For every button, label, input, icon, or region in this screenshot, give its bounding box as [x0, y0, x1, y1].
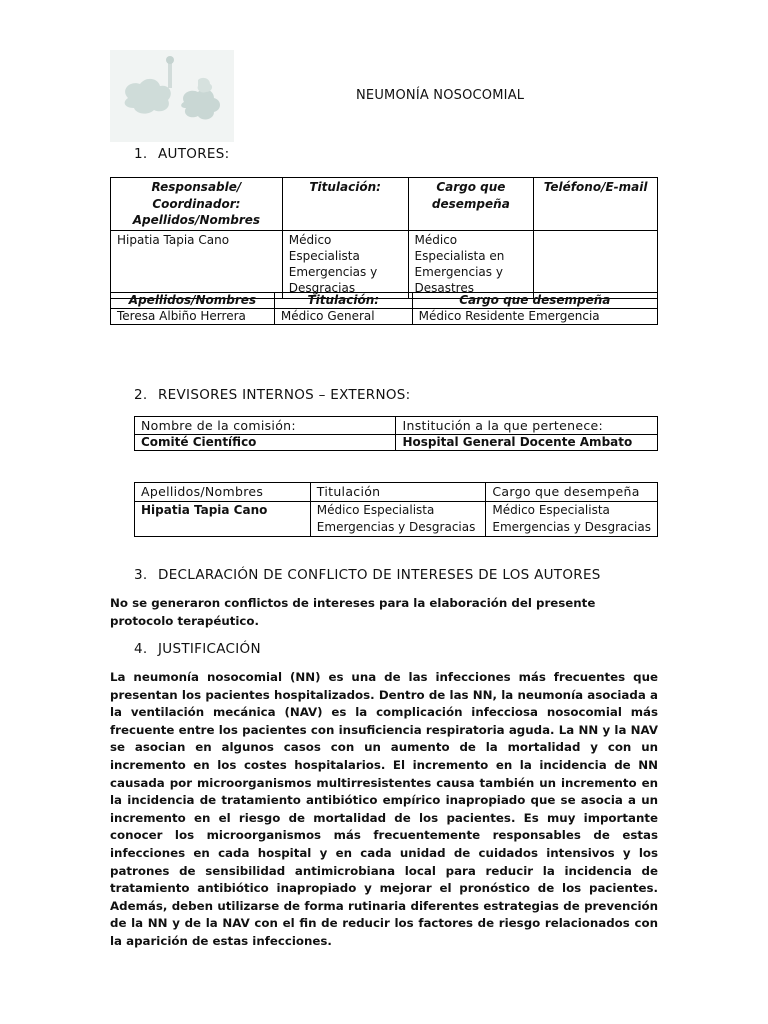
- column-header: Titulación: [310, 483, 486, 502]
- justification-paragraph: La neumonía nosocomial (NN) es una de las infecciones más frecuentes que presentan los pacientes hospitalizados. Dentro de las NN, la neumonía asociada a la ventilación mecánica (NAV) es la complicación infecciosa nosocomial más frecuente entre los pacientes con insuficiencia respiratoria aguda. La NN y la NAV se asocian en algunos casos con un aumento de la mortalidad y con un incremento en los costes hospitalarios. El incremento en la incidencia de NN causada por microorganismos multirresistentes causa también un incremento en la incidencia de tratamiento antibiótico empírico inapropiado que se asocia a un incremento en el riesgo de mortalidad de los pacientes. Es muy importante conocer los microorganismos más frecuentemente responsables de estas infecciones en cada hospital y en cada unidad de cuidados intensivos y los patrones de sensibilidad antimicrobiana local para reducir la incidencia de tratamiento antibiótico inapropiado y mejorar el pronóstico de los pacientes. Además, deben utilizarse de forma rutinaria diferentes estrategias de prevención de la NN y de la NAV con el fin de reducir los factores de riesgo relacionados con la aparición de estas infecciones.: [110, 670, 658, 948]
- section-number: 2.: [134, 387, 148, 403]
- column-header: Apellidos/Nombres: [111, 293, 275, 309]
- section-heading-justification: [134, 641, 261, 657]
- column-header: Titulación:: [282, 178, 408, 231]
- table-cell: Comité Científico: [135, 435, 396, 451]
- cell-text: Médico Especialista: [492, 503, 610, 517]
- authors-secondary-table: [110, 292, 658, 325]
- column-header: Cargo que desempeña: [408, 178, 534, 231]
- section-title: JUSTIFICACIÓN: [158, 641, 261, 657]
- column-header: Institución a la que pertenece:: [396, 417, 658, 435]
- section-number: 1.: [134, 146, 148, 162]
- conflict-paragraph: No se generaron conflictos de intereses para la elaboración del presente protocolo terapéutico.: [110, 596, 596, 628]
- table-cell: Médico Especialista en Emergencias y Desastres: [408, 230, 534, 298]
- section-number: 3.: [134, 567, 148, 583]
- institution-logo: [110, 50, 234, 142]
- section-title: DECLARACIÓN DE CONFLICTO DE INTERESES DE LOS AUTORES: [158, 567, 601, 583]
- column-header: Nombre de la comisión:: [135, 417, 396, 435]
- section-title: AUTORES:: [158, 146, 230, 162]
- column-header: Cargo que desempeña: [412, 293, 657, 309]
- column-header: Titulación:: [274, 293, 412, 309]
- section-heading-authors: [134, 146, 229, 162]
- table-cell: Médico Especialista Emergencias y Desgracias: [310, 502, 486, 537]
- table-cell: Médico Especialista Emergencias y Desgracias: [282, 230, 408, 298]
- table-cell: Médico General: [274, 309, 412, 325]
- column-header: Cargo que desempeña: [486, 483, 658, 502]
- cell-text: Emergencias y Desgracias: [492, 520, 651, 534]
- cell-line: [492, 502, 651, 519]
- column-header: Apellidos/Nombres: [135, 483, 311, 502]
- commission-table: [134, 416, 658, 451]
- reviewers-table: [134, 482, 658, 537]
- table-cell: Teresa Albiño Herrera: [111, 309, 275, 325]
- document-title: NEUMONÍA NOSOCOMIAL: [356, 88, 525, 103]
- section-number: 4.: [134, 641, 148, 657]
- section-title: REVISORES INTERNOS – EXTERNOS:: [158, 387, 411, 403]
- section-heading-conflict: [134, 567, 601, 583]
- authors-table: [110, 177, 658, 299]
- table-cell: Hipatia Tapia Cano: [135, 502, 311, 537]
- table-cell: [534, 230, 658, 298]
- table-cell: [486, 502, 658, 537]
- section-heading-reviewers: [134, 387, 411, 403]
- table-cell: Hipatia Tapia Cano: [111, 230, 283, 298]
- table-cell: Hospital General Docente Ambato: [396, 435, 658, 451]
- column-header: Teléfono/E-mail: [534, 178, 658, 231]
- column-header: Responsable/ Coordinador: Apellidos/Nombres: [111, 178, 283, 231]
- table-cell: Médico Residente Emergencia: [412, 309, 657, 325]
